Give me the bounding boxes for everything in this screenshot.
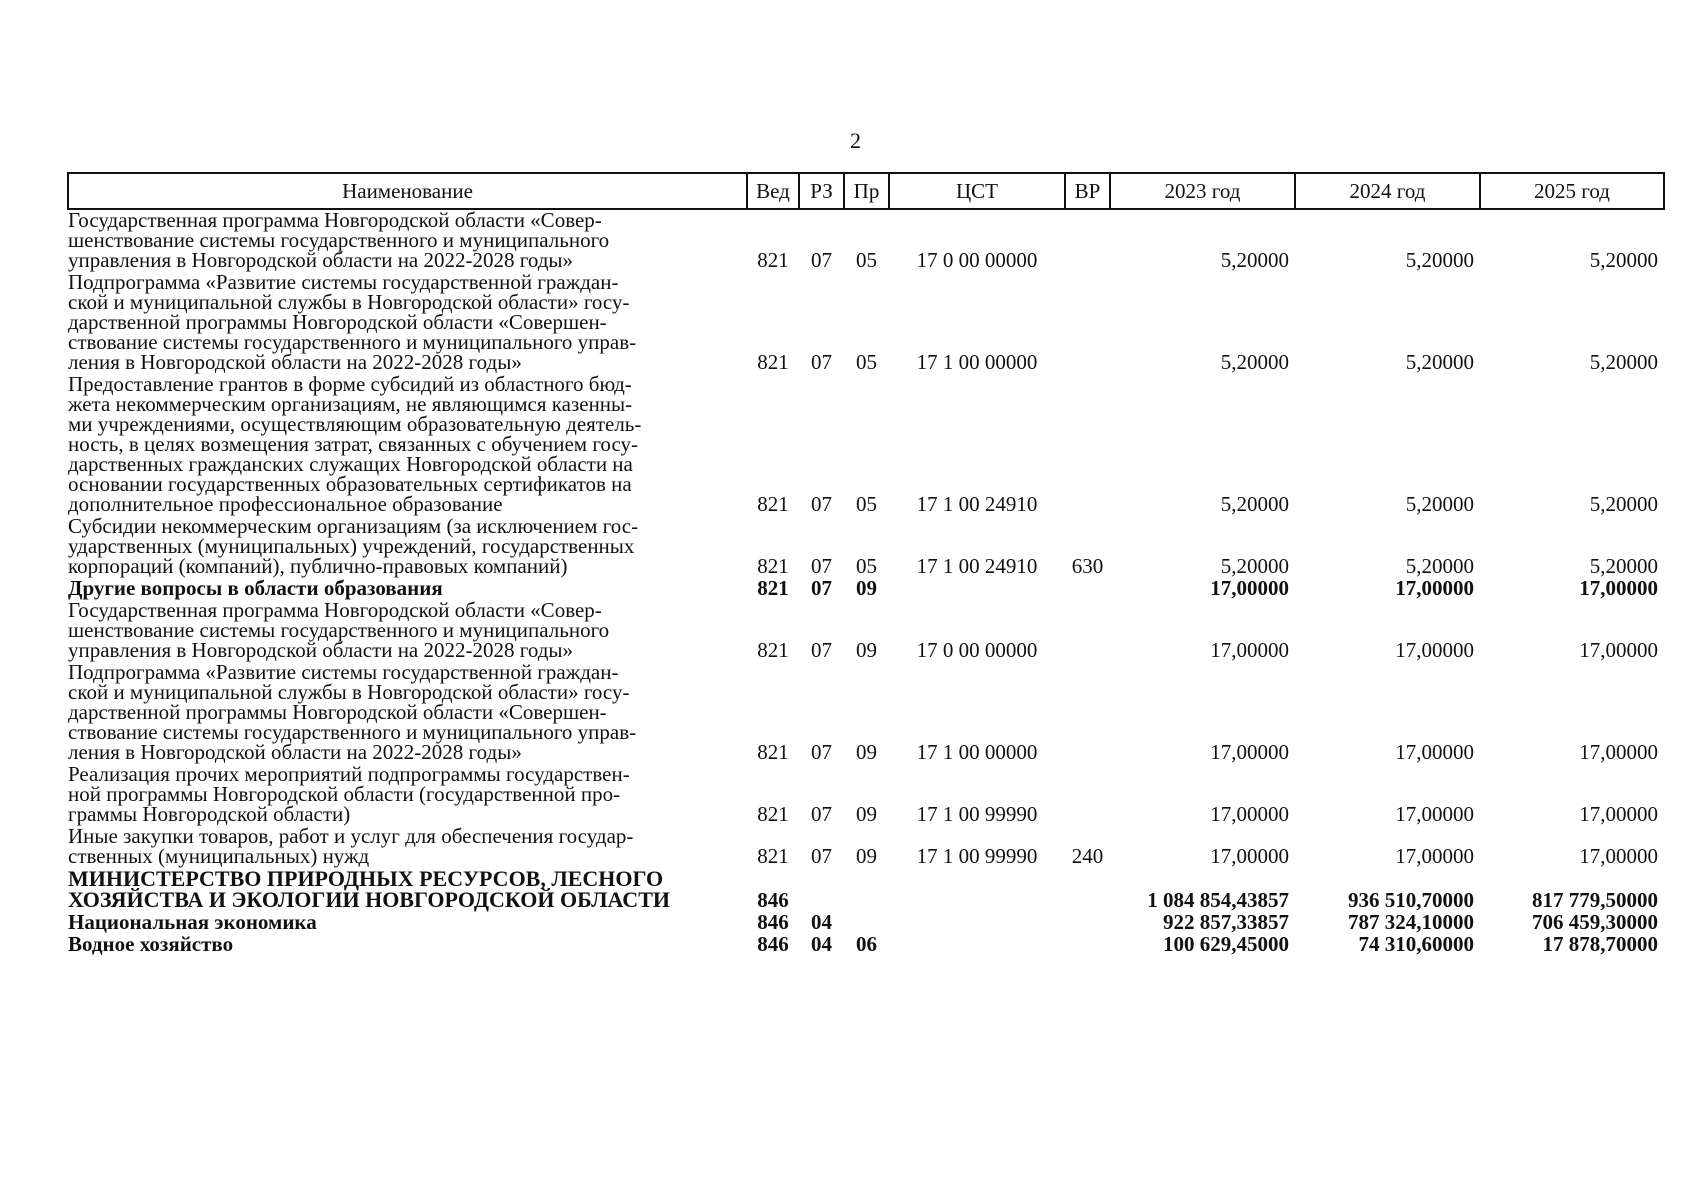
row-rz: 07 — [811, 740, 832, 764]
row-ved: 821 — [757, 492, 789, 516]
row-cst: 17 1 00 24910 — [916, 554, 1038, 578]
row-pr: 09 — [856, 844, 877, 868]
row-vr — [1065, 764, 1110, 826]
row-name: Иные закупки товаров, работ и услуг для обеспечения государ- ственных (муниципальных) нужд — [68, 824, 634, 868]
row-value-2024: 17,00000 — [1395, 638, 1474, 662]
row-ved: 846 — [757, 932, 789, 956]
row-vr: 240 — [1071, 844, 1104, 868]
header-row — [68, 173, 1664, 209]
row-value-2025: 5,20000 — [1589, 492, 1658, 516]
row-pr: 06 — [856, 932, 877, 956]
row-pr: 09 — [856, 802, 877, 826]
row-cst — [889, 912, 1065, 934]
row-cst: 17 1 00 99990 — [916, 844, 1038, 868]
row-value-2023: 17,00000 — [1210, 576, 1289, 600]
header-vr: ВР — [1065, 173, 1110, 209]
row-ved: 821 — [757, 248, 789, 272]
row-rz: 07 — [811, 576, 832, 600]
budget-table — [67, 172, 1665, 956]
row-pr: 09 — [856, 740, 877, 764]
table-row — [68, 516, 1664, 578]
row-rz: 04 — [811, 910, 832, 934]
row-value-2023: 17,00000 — [1210, 844, 1289, 868]
row-vr — [1065, 868, 1110, 912]
row-value-2024: 17,00000 — [1395, 740, 1474, 764]
row-ved: 821 — [757, 576, 789, 600]
row-value-2023: 922 857,33857 — [1163, 910, 1289, 934]
row-cst — [889, 934, 1065, 956]
table-row — [68, 868, 1664, 912]
row-value-2023: 5,20000 — [1220, 350, 1289, 374]
header-name: Наименование — [68, 173, 747, 209]
row-ved: 846 — [757, 888, 789, 912]
row-value-2023: 100 629,45000 — [1163, 932, 1289, 956]
row-vr — [1065, 272, 1110, 374]
row-value-2025: 17,00000 — [1579, 802, 1658, 826]
row-vr — [1065, 600, 1110, 662]
row-vr — [1065, 934, 1110, 956]
header-2025: 2025 год — [1480, 173, 1664, 209]
row-name: Государственная программа Новгородской области «Совер- шенствование системы государственного и муниципального управления в Новгородской области на 2022-2028 годы» — [68, 598, 610, 662]
row-ved: 821 — [757, 554, 789, 578]
table-row — [68, 600, 1664, 662]
row-value-2025: 17,00000 — [1579, 844, 1658, 868]
row-cst: 17 1 00 24910 — [916, 492, 1038, 516]
row-rz — [799, 868, 844, 912]
row-value-2024: 17,00000 — [1395, 576, 1474, 600]
row-ved: 821 — [757, 350, 789, 374]
header-2024: 2024 год — [1295, 173, 1480, 209]
row-cst: 17 0 00 00000 — [916, 248, 1038, 272]
row-pr: 05 — [856, 350, 877, 374]
row-name: Водное хозяйство — [68, 932, 234, 956]
row-name: Государственная программа Новгородской области «Совер- шенствование системы государственного и муниципального управления в Новгородской области на 2022-2028 годы» — [68, 208, 610, 272]
row-cst: 17 1 00 99990 — [916, 802, 1038, 826]
row-value-2023: 5,20000 — [1220, 554, 1289, 578]
row-value-2023: 1 084 854,43857 — [1147, 888, 1289, 912]
header-pr: Пр — [844, 173, 889, 209]
page-number: 2 — [850, 128, 861, 153]
row-name: Подпрограмма «Развитие системы государственной граждан- ской и муниципальной службы в Новгородской области» госу- дарственной программы Новгородской области «Совершен- ствование системы государственного и муниципального управ- ления в Новгородской области на 2022-2028 годы» — [68, 660, 637, 764]
row-name: Субсидии некоммерческим организациям (за исключением гос- ударственных (муниципальных) учреждений, государственных корпораций (компаний), публично-правовых компаний) — [68, 514, 639, 578]
row-name: Национальная экономика — [68, 910, 317, 934]
row-value-2025: 17,00000 — [1579, 576, 1658, 600]
table-row — [68, 662, 1664, 764]
row-pr — [844, 912, 889, 934]
row-value-2024: 787 324,10000 — [1348, 910, 1474, 934]
row-cst: 17 1 00 00000 — [916, 740, 1038, 764]
row-value-2024: 5,20000 — [1405, 492, 1474, 516]
row-value-2024: 17,00000 — [1395, 802, 1474, 826]
row-value-2024: 17,00000 — [1395, 844, 1474, 868]
row-rz: 07 — [811, 638, 832, 662]
row-value-2025: 17,00000 — [1579, 638, 1658, 662]
row-ved: 846 — [757, 910, 789, 934]
row-rz: 07 — [811, 844, 832, 868]
row-vr — [1065, 912, 1110, 934]
table-row — [68, 912, 1664, 934]
row-value-2024: 5,20000 — [1405, 248, 1474, 272]
row-value-2024: 936 510,70000 — [1348, 888, 1474, 912]
row-name: Реализация прочих мероприятий подпрограммы государствен- ной программы Новгородской области (государственной про- граммы Новгородской области) — [68, 762, 630, 826]
row-ved: 821 — [757, 844, 789, 868]
row-vr — [1065, 662, 1110, 764]
row-value-2023: 5,20000 — [1220, 248, 1289, 272]
row-name: Другие вопросы в области образования — [68, 576, 443, 600]
table-row — [68, 934, 1664, 956]
header-2023: 2023 год — [1110, 173, 1295, 209]
row-value-2025: 706 459,30000 — [1532, 910, 1658, 934]
row-value-2023: 5,20000 — [1220, 492, 1289, 516]
row-name: Подпрограмма «Развитие системы государственной граждан- ской и муниципальной службы в Новгородской области» госу- дарственной программы Новгородской области «Совершен- ствование системы государственного и муниципального управ- ления в Новгородской области на 2022-2028 годы» — [68, 270, 637, 374]
row-ved: 821 — [757, 638, 789, 662]
row-pr — [844, 868, 889, 912]
row-ved: 821 — [757, 740, 789, 764]
row-cst: 17 0 00 00000 — [916, 638, 1038, 662]
row-pr: 05 — [856, 248, 877, 272]
table-row — [68, 272, 1664, 374]
row-rz: 07 — [811, 554, 832, 578]
row-value-2025: 17 878,70000 — [1542, 932, 1658, 956]
row-value-2024: 5,20000 — [1405, 554, 1474, 578]
header-cst: ЦСТ — [889, 173, 1065, 209]
row-pr: 09 — [856, 638, 877, 662]
row-vr — [1065, 578, 1110, 600]
row-vr — [1065, 374, 1110, 516]
row-value-2024: 5,20000 — [1405, 350, 1474, 374]
row-rz: 07 — [811, 248, 832, 272]
table-header — [68, 173, 1664, 209]
row-cst: 17 1 00 00000 — [916, 350, 1038, 374]
row-pr: 05 — [856, 554, 877, 578]
table-row — [68, 826, 1664, 868]
row-value-2023: 17,00000 — [1210, 802, 1289, 826]
row-value-2025: 817 779,50000 — [1532, 888, 1658, 912]
row-vr: 630 — [1071, 554, 1104, 578]
row-ved: 821 — [757, 802, 789, 826]
row-value-2024: 74 310,60000 — [1358, 932, 1474, 956]
row-name: МИНИСТЕРСТВО ПРИРОДНЫХ РЕСУРСОВ, ЛЕСНОГО ХОЗЯЙСТВА И ЭКОЛОГИИ НОВГОРОДСКОЙ ОБЛАСТИ — [68, 866, 670, 912]
table-row — [68, 209, 1664, 272]
header-ved: Вед — [747, 173, 799, 209]
row-value-2025: 17,00000 — [1579, 740, 1658, 764]
table-body — [68, 209, 1664, 956]
table-row — [68, 578, 1664, 600]
row-rz: 07 — [811, 492, 832, 516]
row-pr: 09 — [856, 576, 877, 600]
row-value-2025: 5,20000 — [1589, 554, 1658, 578]
row-name: Предоставление грантов в форме субсидий из областного бюд- жета некоммерческим организациям, не являющимся казенны- ми учреждениями, осуществляющим образовательную деятель- ность, в целях возмещения затрат, связанных с обучением госу- дарственных гражданских служащих Новгородской области на основании государственных образовательных сертификатов на дополнительное профессиональное образование — [68, 372, 642, 516]
table-row — [68, 764, 1664, 826]
row-value-2023: 17,00000 — [1210, 740, 1289, 764]
row-cst — [889, 868, 1065, 912]
row-rz: 04 — [811, 932, 832, 956]
row-rz: 07 — [811, 802, 832, 826]
row-rz: 07 — [811, 350, 832, 374]
row-value-2025: 5,20000 — [1589, 350, 1658, 374]
row-pr: 05 — [856, 492, 877, 516]
row-cst — [889, 578, 1065, 600]
row-vr — [1065, 209, 1110, 272]
header-rz: РЗ — [799, 173, 844, 209]
table-row — [68, 374, 1664, 516]
row-value-2023: 17,00000 — [1210, 638, 1289, 662]
row-value-2025: 5,20000 — [1589, 248, 1658, 272]
